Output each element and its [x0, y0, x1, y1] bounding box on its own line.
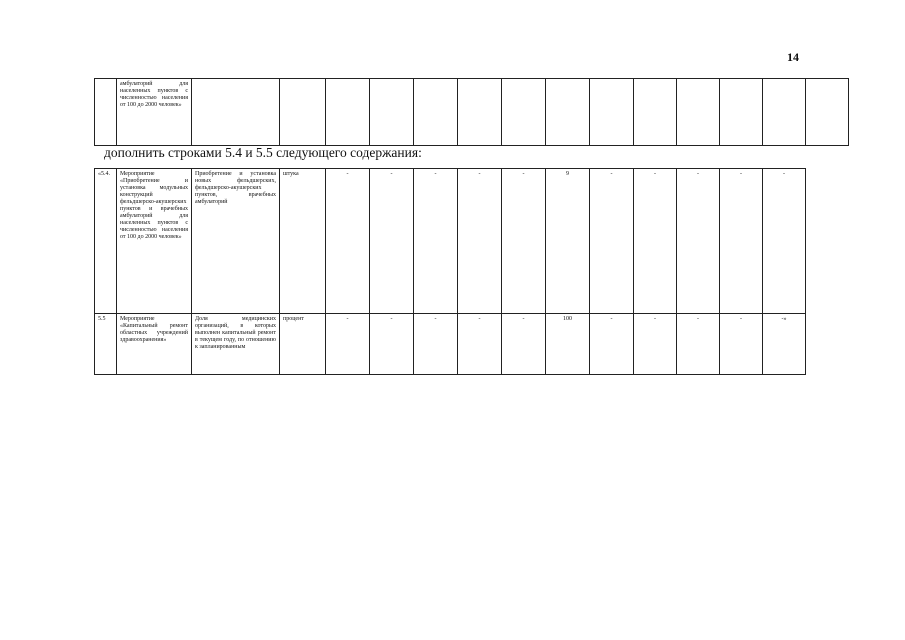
addendum-instruction: дополнить строками 5.4 и 5.5 следующего содержания: [104, 145, 422, 160]
value-cell: - [590, 314, 634, 375]
value-cell: - [502, 314, 546, 375]
unit-cell: штука [280, 169, 326, 314]
value-cell: - [634, 314, 677, 375]
value-cell: - [326, 169, 370, 314]
value-cell: - [414, 169, 458, 314]
value-cell: - [677, 169, 720, 314]
row-number-cell [95, 79, 117, 146]
value-cell [763, 79, 806, 146]
row-number-cell: «5.4. [95, 169, 117, 314]
value-cell: -» [763, 314, 806, 375]
value-cell [326, 79, 370, 146]
row-number-cell: 5.5 [95, 314, 117, 375]
value-cell: - [720, 169, 763, 314]
value-cell [634, 79, 677, 146]
indicator-cell [192, 79, 280, 146]
value-cell: 9 [546, 169, 590, 314]
value-cell [806, 79, 849, 146]
value-cell [370, 79, 414, 146]
value-cell [546, 79, 590, 146]
main-table [94, 168, 806, 375]
value-cell: - [458, 314, 502, 375]
value-cell: - [763, 169, 806, 314]
value-cell: - [720, 314, 763, 375]
unit-cell: процент [280, 314, 326, 375]
page-number: 14 [787, 50, 799, 64]
value-cell: - [326, 314, 370, 375]
value-cell [458, 79, 502, 146]
unit-cell [280, 79, 326, 146]
value-cell: - [414, 314, 458, 375]
table-row [95, 314, 806, 375]
value-cell: 100 [546, 314, 590, 375]
value-cell: - [634, 169, 677, 314]
value-cell [502, 79, 546, 146]
top-table-fragment [94, 78, 849, 146]
value-cell [677, 79, 720, 146]
value-cell [590, 79, 634, 146]
table-row [95, 169, 806, 314]
activity-name-cell: Мероприятие «Приобретение и установка модульных конструкций фельдшерско-акушерских пунктов и врачебных амбулаторий для населенных пунктов с численностью населения от 100 до 2000 человек» [117, 169, 192, 314]
indicator-cell: Приобретение и установка новых фельдшерских, фельдшерско-акушерских пунктов, врачебных амбулаторий [192, 169, 280, 314]
value-cell [720, 79, 763, 146]
value-cell: - [370, 314, 414, 375]
indicator-cell: Доля медицинских организаций, в которых выполнен капитальный ремонт в текущем году, по отношению к запланированным [192, 314, 280, 375]
activity-name-cell: Мероприятие «Капитальный ремонт областных учреждений здравоохранения» [117, 314, 192, 375]
value-cell: - [458, 169, 502, 314]
activity-name-cell: амбулаторий для населенных пунктов с численностью населения от 100 до 2000 человек» [117, 79, 192, 146]
value-cell [414, 79, 458, 146]
value-cell: - [677, 314, 720, 375]
table-row [95, 79, 849, 146]
value-cell: - [370, 169, 414, 314]
value-cell: - [590, 169, 634, 314]
value-cell: - [502, 169, 546, 314]
